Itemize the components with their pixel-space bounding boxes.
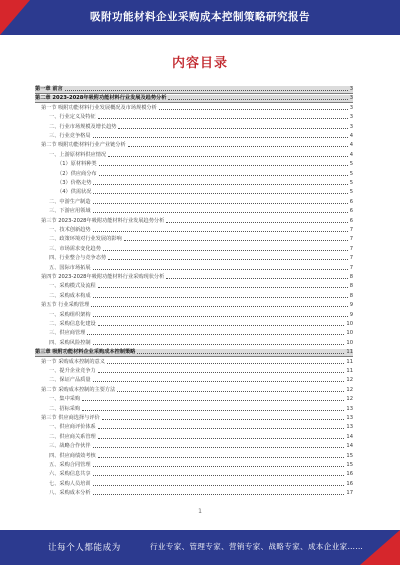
- toc-entry-page: 12: [346, 396, 353, 403]
- toc-leader-dots: [93, 137, 348, 138]
- toc-leader-dots: [98, 428, 345, 429]
- toc-leader-dots: [82, 400, 344, 401]
- toc-entry[interactable]: [35, 180, 353, 187]
- toc-entry-page: 8: [349, 292, 353, 299]
- toc-entry[interactable]: [35, 312, 353, 319]
- toc-entry-label: 二、供应商关系管理: [49, 433, 96, 440]
- toc-entry-label: 三、供应商管理: [49, 330, 86, 337]
- toc-entry-page: 8: [349, 283, 353, 290]
- toc-entry[interactable]: [35, 274, 353, 281]
- toc-entry-label: 六、采购信息共享: [49, 471, 91, 478]
- toc-entry-label: 第五节 行业采购管理: [41, 302, 90, 309]
- toc-entry-page: 13: [346, 415, 353, 421]
- toc-entry-label: 第二节 采购成本控制的主要方法: [41, 386, 116, 393]
- toc-entry[interactable]: [35, 377, 353, 384]
- toc-leader-dots: [137, 353, 344, 354]
- toc-leader-dots: [166, 278, 347, 279]
- toc-entry[interactable]: [35, 265, 353, 272]
- toc-chapter-entry[interactable]: [35, 95, 353, 102]
- toc-leader-dots: [93, 447, 345, 448]
- chapter-divider: [35, 93, 353, 94]
- toc-entry[interactable]: [35, 396, 353, 403]
- toc-entry-label: 一、提升企业竞争力: [49, 368, 96, 374]
- toc-entry-page: 3: [349, 95, 353, 102]
- toc-leader-dots: [107, 363, 344, 364]
- toc-entry-page: 16: [346, 471, 353, 478]
- toc-entry-page: 3: [349, 104, 353, 111]
- toc-entry[interactable]: [35, 133, 353, 140]
- toc-entry-page: 3: [349, 123, 353, 130]
- toc-entry-page: 16: [346, 480, 353, 487]
- toc-entry-label: 八、采购成本分析: [49, 490, 91, 497]
- toc-entry[interactable]: [35, 406, 353, 413]
- toc-entry-label: 第一章 前言: [35, 86, 63, 92]
- toc-entry[interactable]: [35, 171, 353, 178]
- toc-entry-label: 一、上游原材料供应情况: [49, 151, 107, 158]
- toc-leader-dots: [103, 250, 348, 251]
- toc-entry-page: 9: [349, 311, 353, 318]
- toc-leader-dots: [98, 287, 348, 288]
- toc-entry-label: 第一节 采购成本控制的意义: [41, 358, 105, 365]
- toc-entry-page: 10: [346, 330, 353, 337]
- toc-entry-page: 5: [349, 170, 353, 177]
- toc-entry[interactable]: [35, 189, 353, 196]
- toc-leader-dots: [98, 325, 345, 326]
- toc-leader-dots: [87, 334, 344, 335]
- toc-entry-label: 一、供应商评价体系: [49, 424, 96, 431]
- toc-entry-page: 14: [346, 433, 353, 440]
- toc-entry-label: 一、采购模式及流程: [49, 283, 96, 290]
- toc-entry-page: 4: [349, 133, 353, 139]
- toc-entry-page: 13: [346, 405, 353, 412]
- table-of-contents: [35, 86, 353, 506]
- toc-entry-page: 10: [346, 321, 353, 327]
- toc-entry-page: 9: [349, 302, 353, 309]
- toc-entry-page: 15: [346, 452, 353, 459]
- toc-entry[interactable]: [35, 321, 353, 328]
- toc-entry-page: 5: [349, 180, 353, 186]
- toc-entry[interactable]: [35, 330, 353, 337]
- toc-leader-dots: [93, 485, 345, 486]
- toc-entry-label: 三、战略合作伙伴: [49, 443, 91, 450]
- footer-accent: [360, 530, 400, 565]
- toc-entry-page: 7: [349, 245, 353, 252]
- toc-entry[interactable]: [35, 293, 353, 300]
- toc-leader-dots: [93, 193, 347, 194]
- toc-entry[interactable]: [35, 152, 353, 159]
- toc-entry-label: 第二章 2023-2028年吸附功能材料行业发展及趋势分析: [35, 95, 167, 102]
- toc-entry-page: 15: [346, 462, 353, 468]
- toc-entry[interactable]: [35, 142, 353, 149]
- toc-entry-page: 5: [349, 161, 353, 168]
- toc-entry-label: （3）价格走势: [57, 180, 92, 186]
- toc-entry-label: 第一节 吸附功能材料行业发展概况及市场规模分析: [41, 104, 157, 111]
- toc-entry-label: 五、采购合同管理: [49, 462, 91, 468]
- header-bar: [0, 0, 400, 35]
- toc-entry-page: 7: [349, 236, 353, 243]
- toc-entry[interactable]: [35, 246, 353, 253]
- toc-entry-label: 一、行业定义及特征: [49, 114, 96, 121]
- toc-leader-dots: [108, 156, 348, 157]
- toc-entry-label: 第三章 吸附功能材料企业采购成本控制策略: [35, 349, 136, 356]
- toc-entry[interactable]: [35, 302, 353, 309]
- toc-entry[interactable]: [35, 443, 353, 450]
- toc-entry-page: 7: [349, 255, 353, 262]
- toc-entry[interactable]: [35, 161, 353, 168]
- toc-entry-label: 三、行业竞争格局: [49, 133, 91, 139]
- toc-entry[interactable]: [35, 255, 353, 262]
- toc-leader-dots: [99, 165, 348, 166]
- toc-entry-page: 17: [346, 490, 353, 497]
- toc-entry[interactable]: [35, 359, 353, 366]
- toc-entry[interactable]: [35, 415, 353, 422]
- toc-entry-label: 二、保证产品质量: [49, 377, 91, 384]
- toc-entry-page: 6: [349, 217, 353, 224]
- toc-entry[interactable]: [35, 114, 353, 121]
- toc-entry[interactable]: [35, 105, 353, 112]
- toc-entry-label: 第二节 吸附功能材料行业产业链分析: [41, 142, 126, 149]
- toc-entry-page: 3: [349, 86, 353, 92]
- toc-leader-dots: [93, 316, 348, 317]
- toc-entry-page: 7: [349, 264, 353, 271]
- toc-entry-page: 7: [349, 227, 353, 233]
- toc-entry-page: 4: [349, 142, 353, 149]
- toc-entry-label: （4）供需状况: [57, 189, 92, 196]
- chapter-divider: [35, 356, 353, 357]
- toc-leader-dots: [118, 128, 347, 129]
- toc-leader-dots: [98, 372, 345, 373]
- toc-entry[interactable]: [35, 236, 353, 243]
- toc-entry-label: 二、中游生产制造: [49, 198, 91, 205]
- toc-leader-dots: [98, 438, 345, 439]
- toc-entry-label: 二、采购成本构成: [49, 292, 91, 299]
- toc-leader-dots: [168, 99, 347, 100]
- toc-leader-dots: [159, 109, 348, 110]
- toc-entry-label: 二、招标采购: [49, 405, 81, 412]
- toc-entry[interactable]: [35, 218, 353, 225]
- toc-entry[interactable]: [35, 387, 353, 394]
- toc-leader-dots: [93, 184, 347, 185]
- toc-entry[interactable]: [35, 462, 353, 469]
- toc-entry[interactable]: [35, 368, 353, 375]
- toc-entry-page: 11: [346, 349, 353, 356]
- toc-leader-dots: [93, 231, 348, 232]
- toc-leader-dots: [82, 410, 344, 411]
- toc-entry-label: 第三节 2023-2028年吸附功能材料行业发展趋势分析: [41, 217, 165, 224]
- toc-entry[interactable]: [35, 124, 353, 131]
- chapter-divider: [35, 102, 353, 103]
- toc-entry-page: 3: [349, 114, 353, 121]
- toc-entry[interactable]: [35, 340, 353, 347]
- toc-entry-label: 一、技术创新趋势: [49, 227, 91, 233]
- toc-entry[interactable]: [35, 471, 353, 478]
- toc-leader-dots: [93, 344, 345, 345]
- toc-leader-dots: [91, 306, 347, 307]
- footer-subtitle: 行业专家、管理专家、营销专家、战略专家、成本企业家……: [150, 542, 364, 551]
- report-title: 吸附功能材料企业采购成本控制策略研究报告: [90, 11, 310, 23]
- toc-entry-label: （1）原材料种类: [57, 161, 97, 168]
- toc-entry-page: 6: [349, 198, 353, 205]
- toc-leader-dots: [93, 212, 348, 213]
- toc-entry-page: 12: [346, 386, 353, 393]
- toc-entry-label: 三、下游应用领域: [49, 208, 91, 215]
- toc-entry-label: 第三节 供应商选择与评价: [41, 415, 100, 421]
- toc-chapter-entry[interactable]: [35, 86, 353, 93]
- toc-entry-label: 四、行业整合与竞争态势: [49, 255, 107, 262]
- toc-leader-dots: [166, 222, 347, 223]
- toc-entry-label: 五、国际市场拓展: [49, 264, 91, 271]
- toc-leader-dots: [93, 297, 348, 298]
- toc-entry[interactable]: [35, 453, 353, 460]
- toc-entry[interactable]: [35, 434, 353, 441]
- toc-entry-page: 4: [349, 151, 353, 158]
- toc-leader-dots: [93, 269, 348, 270]
- page-number: 1: [198, 508, 202, 515]
- toc-leader-dots: [93, 494, 345, 495]
- toc-entry-page: 8: [349, 274, 353, 280]
- toc-entry[interactable]: [35, 227, 353, 234]
- toc-leader-dots: [124, 240, 348, 241]
- toc-entry-page: 14: [346, 443, 353, 450]
- toc-entry[interactable]: [35, 490, 353, 497]
- footer-slogan: 让每个人都能成为: [48, 543, 121, 553]
- toc-entry[interactable]: [35, 283, 353, 290]
- toc-entry-label: 三、市场需求变化趋势: [49, 245, 101, 252]
- footer-bar: [0, 530, 400, 565]
- toc-entry-label: （2）供应商分布: [57, 170, 97, 177]
- toc-leader-dots: [128, 146, 348, 147]
- toc-entry-page: 11: [346, 358, 353, 365]
- toc-leader-dots: [93, 466, 345, 467]
- toc-leader-dots: [93, 381, 345, 382]
- toc-entry-label: 四、采购风险控制: [49, 339, 91, 346]
- toc-entry-label: 二、行业市场规模及增长趋势: [49, 123, 117, 130]
- toc-entry[interactable]: [35, 481, 353, 488]
- toc-leader-dots: [102, 419, 345, 420]
- toc-entry-label: 二、采购信息化建设: [49, 321, 96, 327]
- toc-entry-label: 二、政策环境对行业发展的影响: [49, 236, 122, 243]
- toc-entry-label: 四、供应商绩效考核: [49, 452, 96, 459]
- toc-entry[interactable]: [35, 424, 353, 431]
- toc-entry-label: 第四节 2023-2028年吸附功能材料行业采购现状分析: [41, 274, 165, 280]
- toc-leader-dots: [99, 175, 348, 176]
- toc-heading: 内容目录: [171, 56, 228, 71]
- toc-leader-dots: [98, 457, 345, 458]
- toc-entry-page: 5: [349, 189, 353, 196]
- toc-entry-page: 13: [346, 424, 353, 431]
- toc-leader-dots: [65, 90, 348, 91]
- toc-entry-label: 一、集中采购: [49, 396, 81, 403]
- toc-entry[interactable]: [35, 208, 353, 215]
- toc-leader-dots: [108, 259, 348, 260]
- toc-entry-page: 10: [346, 339, 353, 346]
- toc-leader-dots: [98, 118, 348, 119]
- toc-entry-page: 12: [346, 377, 353, 384]
- toc-leader-dots: [93, 475, 345, 476]
- toc-entry[interactable]: [35, 199, 353, 206]
- toc-leader-dots: [93, 203, 348, 204]
- toc-entry-label: 一、采购组织架构: [49, 311, 91, 318]
- toc-chapter-entry[interactable]: [35, 349, 353, 356]
- toc-entry-page: 6: [349, 208, 353, 215]
- toc-entry-label: 七、采购人员培训: [49, 480, 91, 487]
- toc-entry-page: 11: [346, 368, 353, 374]
- toc-leader-dots: [117, 391, 344, 392]
